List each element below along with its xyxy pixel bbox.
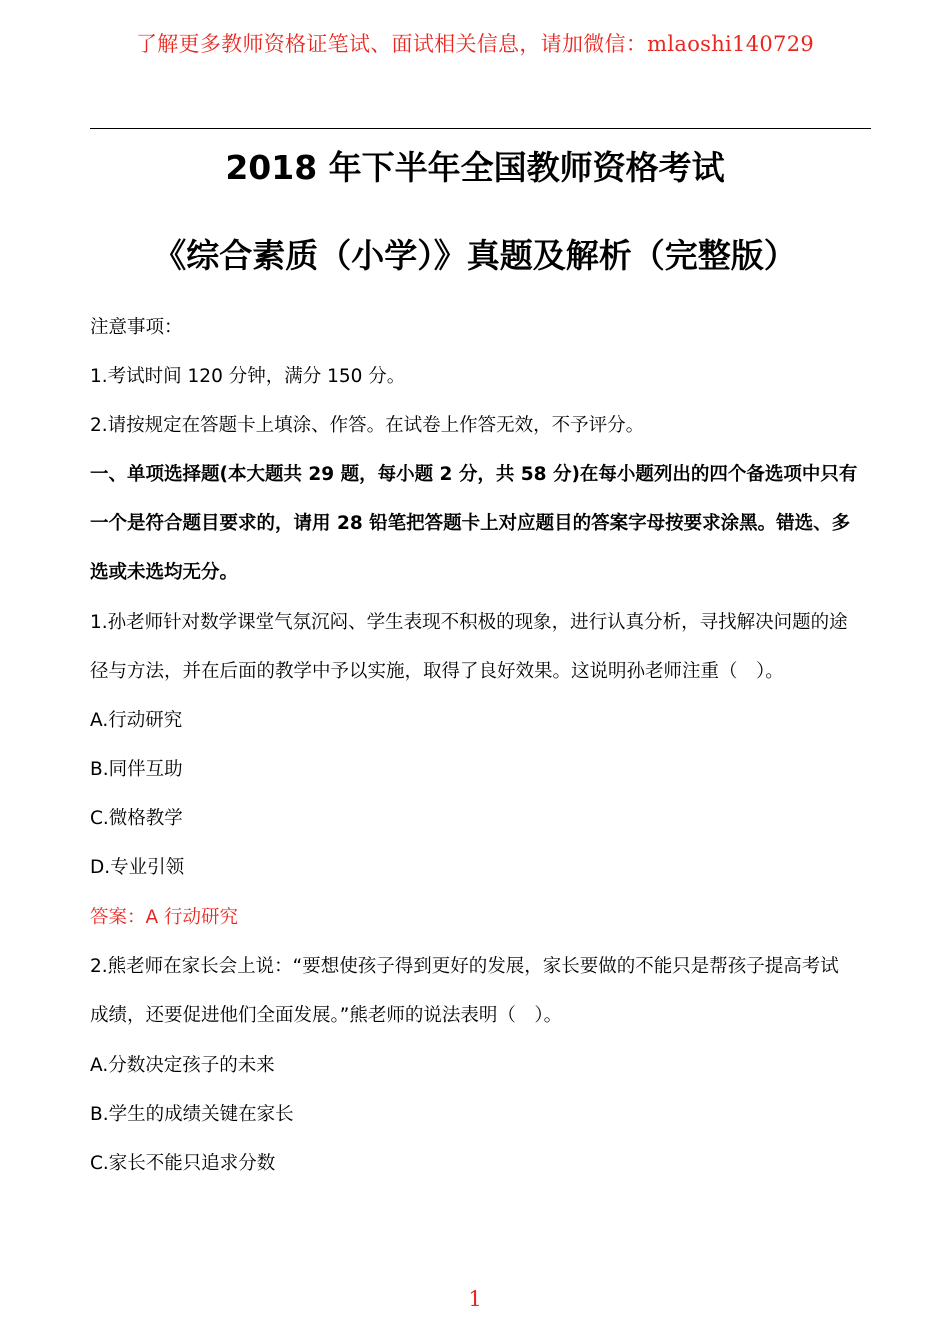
question-1-option-c: C.微格教学 bbox=[90, 808, 183, 829]
question-1-option-d: D.专业引领 bbox=[90, 857, 185, 878]
question-2-option-c: C.家长不能只追求分数 bbox=[90, 1153, 276, 1174]
notes-heading: 注意事项： bbox=[90, 317, 183, 338]
section-instructions-line: 一、单项选择题(本大题共 29 题，每小题 2 分，共 58 分)在每小题列出的四个备选项中只有 bbox=[90, 464, 858, 485]
question-1-option-a: A.行动研究 bbox=[90, 710, 183, 731]
question-2-option-a: A.分数决定孩子的未来 bbox=[90, 1055, 275, 1076]
question-2-option-b: B.学生的成绩关键在家长 bbox=[90, 1104, 294, 1125]
question-2-stem-line: 成绩，还要促进他们全面发展。”熊老师的说法表明（ ）。 bbox=[90, 1005, 563, 1026]
title-line-1: 2018 年下半年全国教师资格考试 bbox=[225, 148, 725, 187]
question-2-stem-line: 2.熊老师在家长会上说：“要想使孩子得到更好的发展，家长要做的不能只是帮孩子提高考试 bbox=[90, 956, 839, 977]
notes-item-time: 1.考试时间 120 分钟，满分 150 分。 bbox=[90, 366, 406, 387]
header-contact-note: 了解更多教师资格证笔试、面试相关信息，请加微信：mlaoshi140729 bbox=[135, 32, 815, 56]
question-1-stem-line: 1.孙老师针对数学课堂气氛沉闷、学生表现不积极的现象，进行认真分析，寻找解决问题的途 bbox=[90, 612, 848, 633]
notes-item-answer-sheet: 2.请按规定在答题卡上填涂、作答。在试卷上作答无效，不予评分。 bbox=[90, 415, 645, 436]
header-rule bbox=[90, 128, 871, 129]
question-1-answer: 答案：A 行动研究 bbox=[90, 907, 239, 928]
title-line-2: 《综合素质（小学）》真题及解析（完整版） bbox=[153, 236, 797, 275]
section-instructions-line: 一个是符合题目要求的，请用 28 铅笔把答题卡上对应题目的答案字母按要求涂黑。错选、多 bbox=[90, 513, 851, 534]
question-1-option-b: B.同伴互助 bbox=[90, 759, 183, 780]
page-number: 1 bbox=[468, 1287, 482, 1311]
section-instructions-line: 选或未选均无分。 bbox=[90, 562, 239, 583]
question-1-stem-line: 径与方法，并在后面的教学中予以实施，取得了良好效果。这说明孙老师注重（ ）。 bbox=[90, 661, 784, 682]
